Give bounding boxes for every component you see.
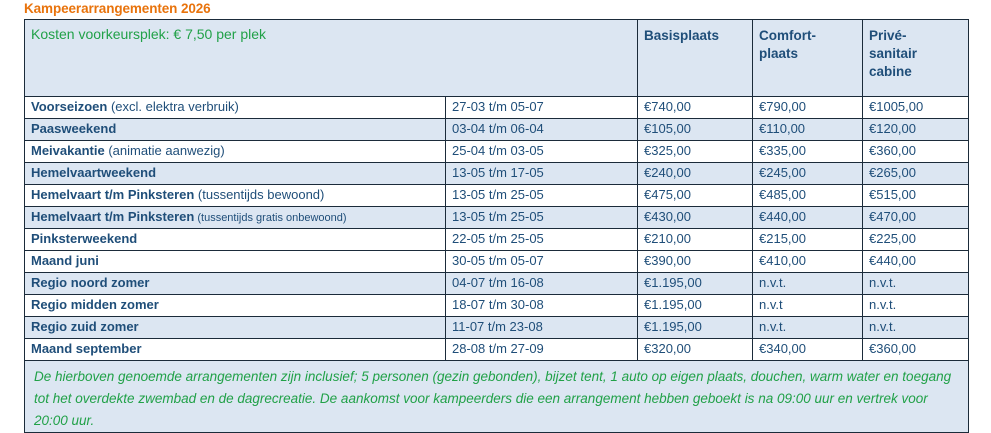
- row-dates: 13-05 t/m 25-05: [446, 185, 638, 207]
- arrangement-title: Paasweekend: [31, 121, 117, 137]
- arrangement-title: Maand juni: [31, 253, 99, 269]
- row-price-basisplaats: €740,00: [638, 97, 753, 119]
- row-arrangement-name: [25, 339, 446, 361]
- row-price-basisplaats: €240,00: [638, 163, 753, 185]
- row-dates: 22-05 t/m 25-05: [446, 229, 638, 251]
- row-price-comfortplaats: €335,00: [753, 141, 863, 163]
- arrangement-title: Regio noord zomer: [31, 275, 150, 291]
- row-price-basisplaats: €320,00: [638, 339, 753, 361]
- prive-line-3: cabine: [869, 63, 912, 79]
- banner-note-cell: [25, 20, 638, 97]
- row-dates: 28-08 t/m 27-09: [446, 339, 638, 361]
- column-header-prive-sanitair-cabine: [863, 20, 969, 97]
- row-price-comfortplaats: n.v.t.: [753, 273, 863, 295]
- row-price-basisplaats: €105,00: [638, 119, 753, 141]
- row-dates: 03-04 t/m 06-04: [446, 119, 638, 141]
- row-price-prive-sanitair: €515,00: [863, 185, 969, 207]
- row-price-comfortplaats: €110,00: [753, 119, 863, 141]
- table-row: [25, 141, 969, 163]
- table-footer-row: [25, 361, 969, 433]
- row-price-comfortplaats: €410,00: [753, 251, 863, 273]
- arrangement-title: Voorseizoen: [31, 99, 108, 115]
- table-row: [25, 229, 969, 251]
- arrangement-title: Pinksterweekend: [31, 231, 138, 247]
- table-row: [25, 163, 969, 185]
- row-arrangement-name: [25, 163, 446, 185]
- arrangement-title: Regio zuid zomer: [31, 319, 139, 335]
- arrangement-note: (tussentijds bewoond): [194, 187, 325, 203]
- table-row: [25, 207, 969, 229]
- row-dates: 13-05 t/m 25-05: [446, 207, 638, 229]
- prive-line-2: sanitair: [869, 45, 918, 61]
- row-arrangement-name: [25, 119, 446, 141]
- row-price-prive-sanitair: €440,00: [863, 251, 969, 273]
- table-row: [25, 251, 969, 273]
- table-row: [25, 97, 969, 119]
- comfortplaats-line-2: plaats: [759, 45, 799, 61]
- arrangement-note: (animatie aanwezig): [104, 143, 225, 159]
- arrangement-title: Hemelvaart t/m Pinksteren: [31, 187, 195, 203]
- row-dates: 18-07 t/m 30-08: [446, 295, 638, 317]
- row-arrangement-name: [25, 97, 446, 119]
- arrangement-note: (excl. elektra verbruik): [107, 99, 239, 115]
- prive-line-1: Privé-: [869, 28, 907, 43]
- page-title: Kampeerarrangementen 2026: [24, 1, 211, 16]
- arrangement-note: (tussentijds gratis onbewoond): [194, 212, 347, 225]
- row-arrangement-name: [25, 229, 446, 251]
- row-arrangement-name: [25, 317, 446, 339]
- row-price-basisplaats: €325,00: [638, 141, 753, 163]
- column-header-basisplaats-label: Basisplaats: [644, 28, 720, 43]
- price-table-body: [25, 20, 969, 433]
- row-price-basisplaats: €1.195,00: [638, 295, 753, 317]
- row-price-comfortplaats: €440,00: [753, 207, 863, 229]
- row-dates: 13-05 t/m 17-05: [446, 163, 638, 185]
- row-dates: 04-07 t/m 16-08: [446, 273, 638, 295]
- row-dates: 30-05 t/m 05-07: [446, 251, 638, 273]
- arrangement-title: Meivakantie: [31, 143, 105, 159]
- table-row: [25, 317, 969, 339]
- arrangement-title: Maand september: [31, 341, 142, 357]
- footer-note-text: De hierboven genoemde arrangementen zijn inclusief; 5 personen (gezin gebonden), bijzet tent, 1 auto op eigen plaats, douchen, warm water en toegang tot het overdekte zwembad en de dagrecreatie. De aankomst voor kampeerders die een arrangement hebben geboekt is na 09:00 uur en vertrek voor 20:00 uur.: [34, 369, 952, 428]
- row-price-comfortplaats: €485,00: [753, 185, 863, 207]
- arrangement-title: Regio midden zomer: [31, 297, 159, 313]
- column-header-comfortplaats-label: [759, 27, 856, 63]
- row-price-comfortplaats: n.v.t: [753, 295, 863, 317]
- row-price-comfortplaats: n.v.t.: [753, 317, 863, 339]
- arrangement-title: Hemelvaart t/m Pinksteren: [31, 209, 195, 225]
- row-price-prive-sanitair: n.v.t.: [863, 295, 969, 317]
- row-price-comfortplaats: €245,00: [753, 163, 863, 185]
- row-price-prive-sanitair: €470,00: [863, 207, 969, 229]
- row-price-basisplaats: €1.195,00: [638, 273, 753, 295]
- column-header-prive-label: [869, 27, 962, 80]
- row-arrangement-name: [25, 295, 446, 317]
- table-row: [25, 295, 969, 317]
- comfortplaats-line-1: Comfort-: [759, 28, 816, 43]
- table-row: [25, 119, 969, 141]
- row-price-prive-sanitair: €360,00: [863, 141, 969, 163]
- table-row: [25, 273, 969, 295]
- row-price-prive-sanitair: €1005,00: [863, 97, 969, 119]
- row-dates: 27-03 t/m 05-07: [446, 97, 638, 119]
- row-arrangement-name: [25, 251, 446, 273]
- row-price-prive-sanitair: €360,00: [863, 339, 969, 361]
- table-header-row: [25, 20, 969, 97]
- arrangement-title: Hemelvaartweekend: [31, 165, 157, 181]
- row-arrangement-name: [25, 141, 446, 163]
- row-price-comfortplaats: €215,00: [753, 229, 863, 251]
- price-table: [24, 19, 969, 433]
- table-row: [25, 339, 969, 361]
- row-price-basisplaats: €475,00: [638, 185, 753, 207]
- row-price-prive-sanitair: n.v.t.: [863, 273, 969, 295]
- column-header-basisplaats: [638, 20, 753, 97]
- table-row: [25, 185, 969, 207]
- row-price-prive-sanitair: €120,00: [863, 119, 969, 141]
- row-dates: 25-04 t/m 03-05: [446, 141, 638, 163]
- row-price-basisplaats: €390,00: [638, 251, 753, 273]
- row-arrangement-name: [25, 185, 446, 207]
- column-header-comfortplaats: [753, 20, 863, 97]
- footer-note-cell: [25, 361, 969, 433]
- row-price-comfortplaats: €340,00: [753, 339, 863, 361]
- row-dates: 11-07 t/m 23-08: [446, 317, 638, 339]
- row-arrangement-name: [25, 207, 446, 229]
- row-price-basisplaats: €210,00: [638, 229, 753, 251]
- row-price-basisplaats: €1.195,00: [638, 317, 753, 339]
- row-price-basisplaats: €430,00: [638, 207, 753, 229]
- banner-note-text: Kosten voorkeursplek: € 7,50 per plek: [31, 26, 267, 42]
- row-price-prive-sanitair: n.v.t.: [863, 317, 969, 339]
- price-table-container: [24, 19, 968, 433]
- row-price-prive-sanitair: €225,00: [863, 229, 969, 251]
- row-price-prive-sanitair: €265,00: [863, 163, 969, 185]
- row-arrangement-name: [25, 273, 446, 295]
- row-price-comfortplaats: €790,00: [753, 97, 863, 119]
